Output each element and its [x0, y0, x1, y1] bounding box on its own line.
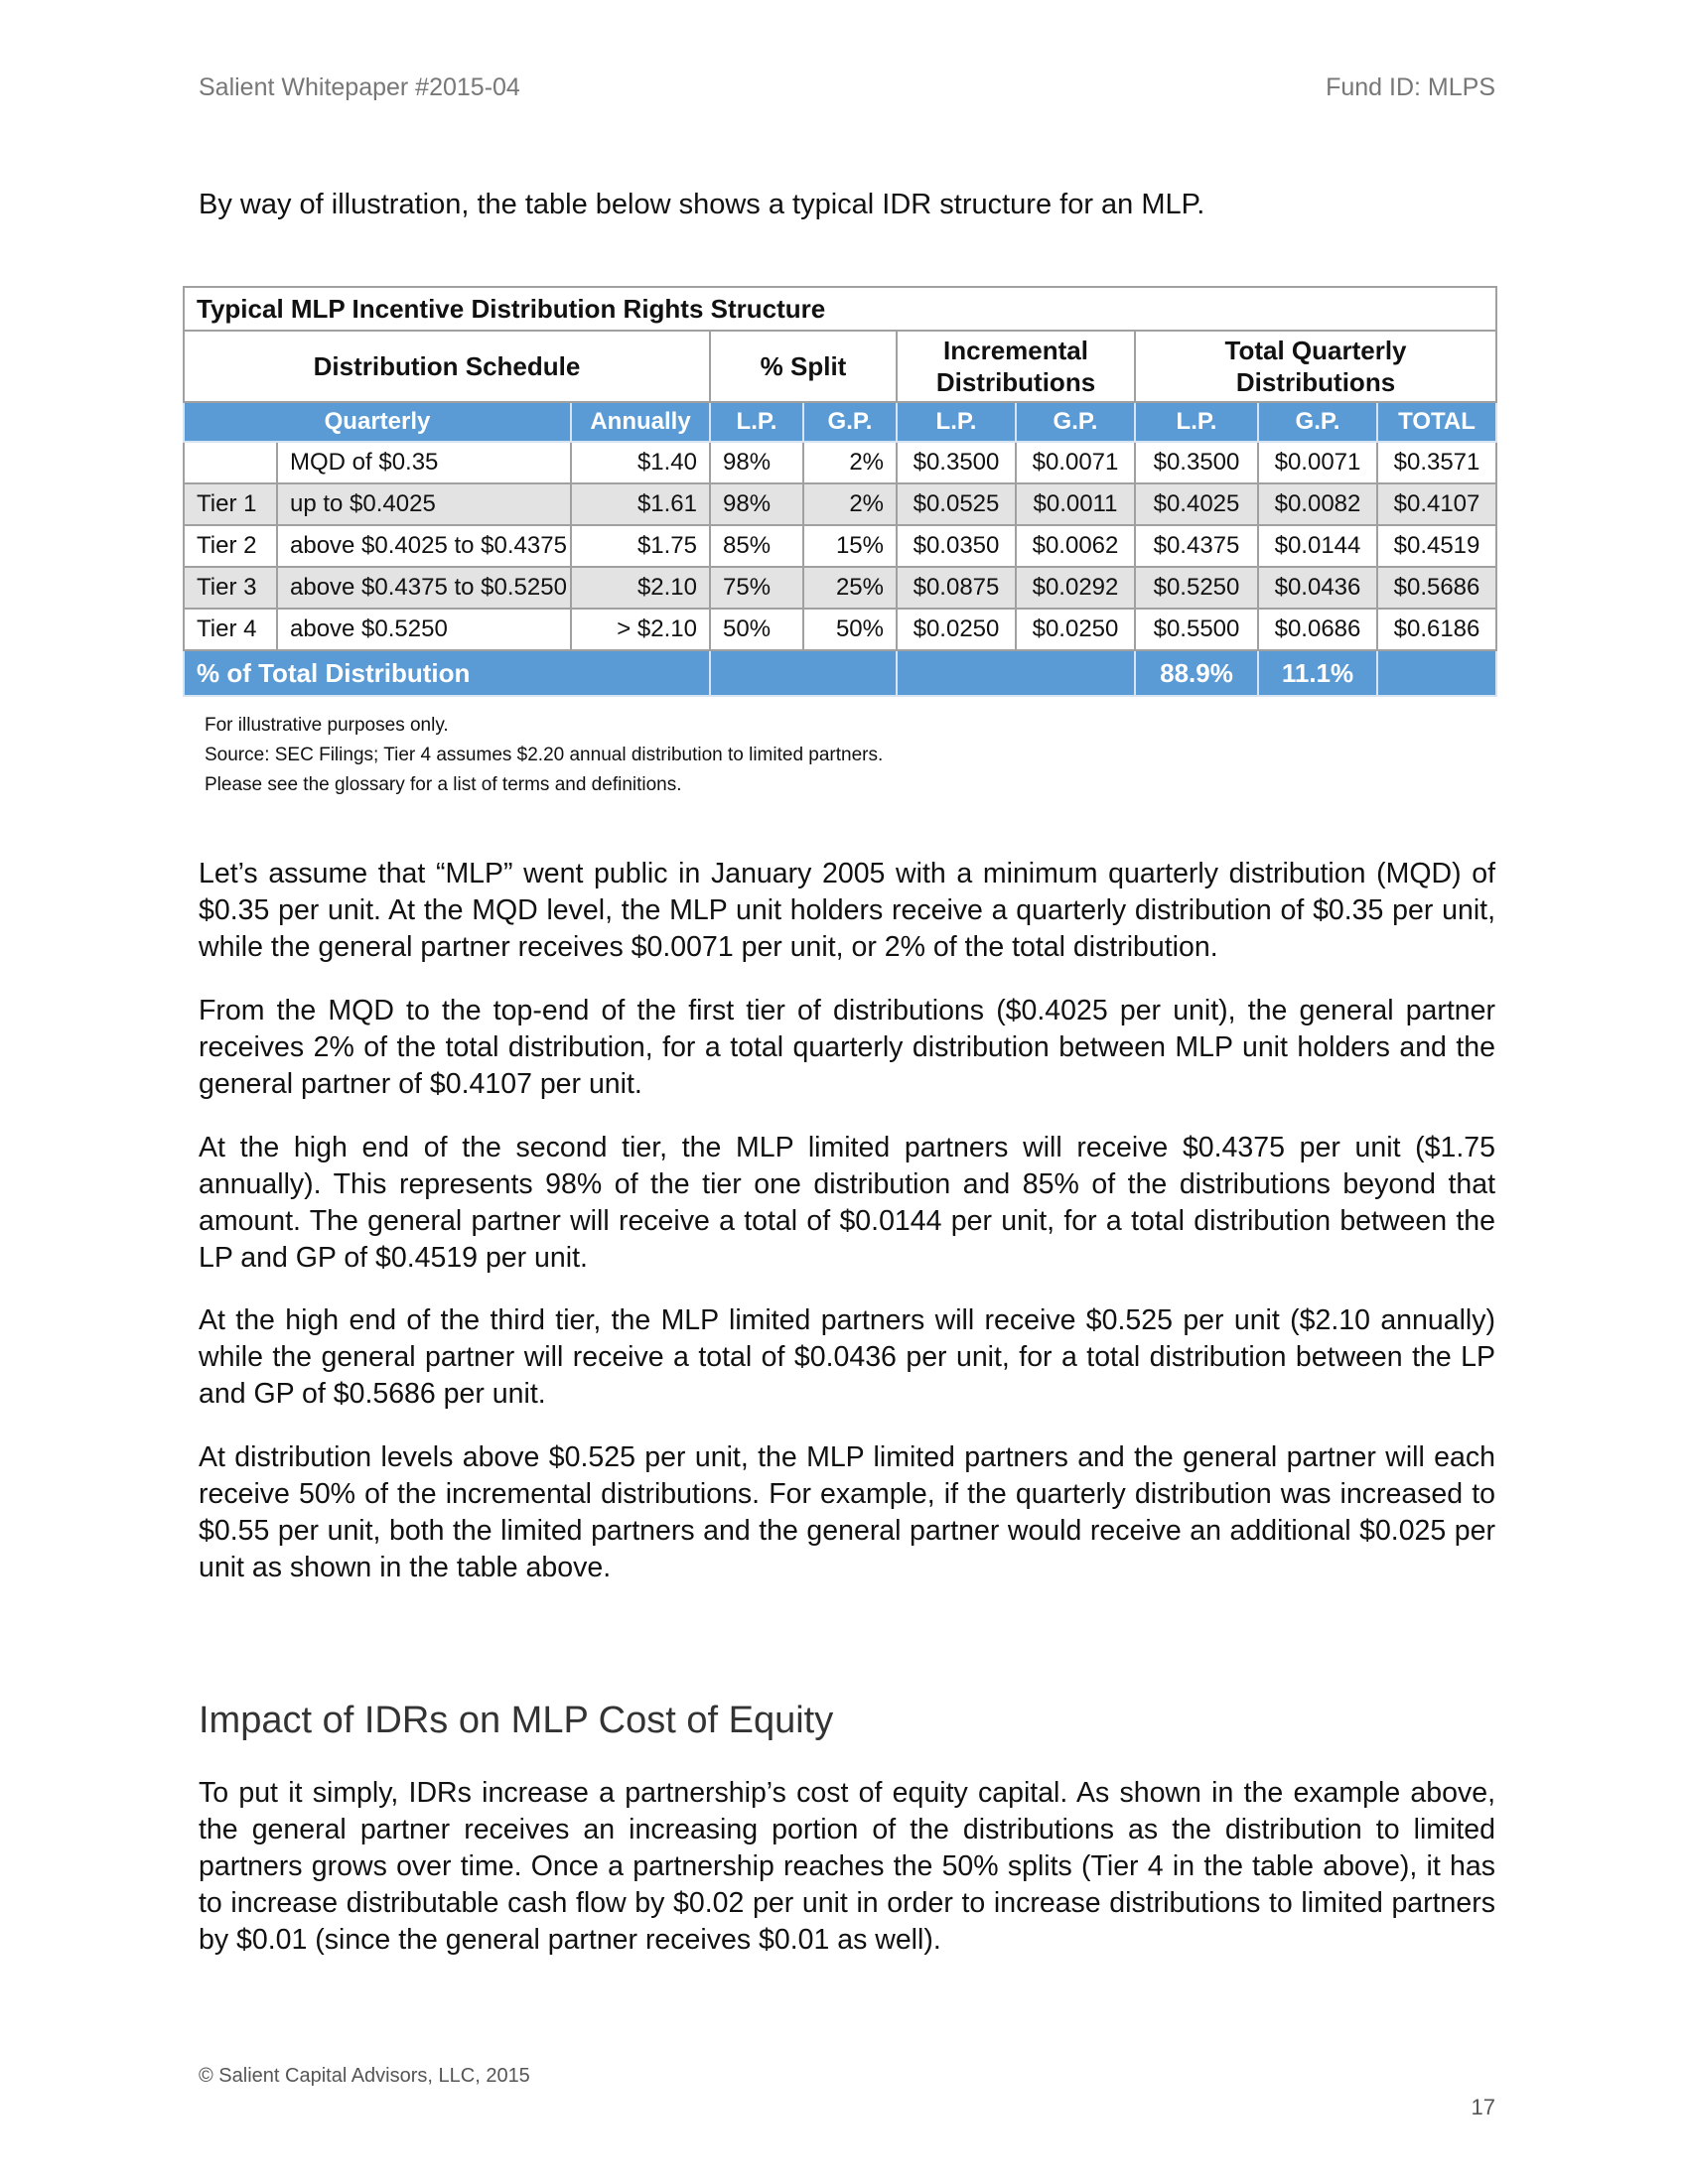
table-row	[184, 567, 1496, 609]
cell: $2.10	[571, 567, 710, 609]
table-row	[184, 442, 1496, 483]
cell: $0.6186	[1377, 609, 1496, 650]
cell: $0.0250	[1016, 609, 1135, 650]
cell: $0.4519	[1377, 525, 1496, 567]
cell: $0.4025	[1135, 483, 1258, 525]
subheader-split-lp: L.P.	[710, 402, 803, 442]
cell: 98%	[710, 483, 803, 525]
subheader-total-gp: G.P.	[1258, 402, 1377, 442]
cell: $0.5500	[1135, 609, 1258, 650]
cell: > $2.10	[571, 609, 710, 650]
cell: 50%	[803, 609, 897, 650]
section-heading: Impact of IDRs on MLP Cost of Equity	[199, 1700, 834, 1741]
cell: $1.75	[571, 525, 710, 567]
cell: $1.40	[571, 442, 710, 483]
page-number: 17	[1471, 2095, 1495, 2119]
cell: $0.0525	[897, 483, 1016, 525]
cell: 25%	[803, 567, 897, 609]
header-right: Fund ID: MLPS	[1326, 73, 1495, 101]
paragraph: From the MQD to the top-end of the first tier of distributions ($0.4025 per unit), the general partner receives 2% of the total distribution, for a total quarterly distribution between MLP unit holders and the general partner of $0.4107 per unit.	[199, 995, 1495, 1100]
cell: $0.0686	[1258, 609, 1377, 650]
cell: above $0.5250	[277, 609, 571, 650]
cell: $0.5250	[1135, 567, 1258, 609]
cell: Tier 1	[184, 483, 277, 525]
cell: Tier 4	[184, 609, 277, 650]
cell: above $0.4375 to $0.5250	[277, 567, 571, 609]
cell: above $0.4025 to $0.4375	[277, 525, 571, 567]
cell: 75%	[710, 567, 803, 609]
group-distribution-schedule: Distribution Schedule	[184, 331, 710, 402]
cell	[184, 442, 277, 483]
cell: $0.0011	[1016, 483, 1135, 525]
paragraph: Let’s assume that “MLP” went public in January 2005 with a minimum quarterly distribution (MQD) of $0.35 per unit. At the MQD level, the MLP unit holders receive a quarterly distribution of $0.35 per unit, while the general partner receives $0.0071 per unit, or 2% of the total distribution.	[199, 858, 1495, 963]
table-row	[184, 609, 1496, 650]
cell: 50%	[710, 609, 803, 650]
cell: $0.3500	[1135, 442, 1258, 483]
note: Source: SEC Filings; Tier 4 assumes $2.20 annual distribution to limited partners.	[205, 745, 884, 765]
cell: $0.3500	[897, 442, 1016, 483]
cell: $0.5686	[1377, 567, 1496, 609]
group-incremental: Incremental Distributions	[897, 331, 1135, 402]
cell: $0.0082	[1258, 483, 1377, 525]
cell: 85%	[710, 525, 803, 567]
cell: 2%	[803, 442, 897, 483]
subheader-annually: Annually	[571, 402, 710, 442]
cell: MQD of $0.35	[277, 442, 571, 483]
cell: Tier 2	[184, 525, 277, 567]
cell	[897, 650, 1135, 696]
cell: $0.0144	[1258, 525, 1377, 567]
cell: 15%	[803, 525, 897, 567]
cell: $0.0071	[1016, 442, 1135, 483]
cell: $0.0350	[897, 525, 1016, 567]
cell: up to $0.4025	[277, 483, 571, 525]
intro-text: By way of illustration, the table below shows a typical IDR structure for an MLP.	[199, 189, 1205, 220]
cell: $1.61	[571, 483, 710, 525]
cell: $0.4375	[1135, 525, 1258, 567]
section-paragraph: To put it simply, IDRs increase a partnership’s cost of equity capital. As shown in the example above, the general partner receives an increasing portion of the distributions as the distribution to limited partners grows over time. Once a partnership reaches the 50% splits (Tier 4 in the table above), it has to increase distributable cash flow by $0.02 per unit in order to increase distributions to limited partners by $0.01 (since the general partner receives $0.01 as well).	[199, 1777, 1495, 1956]
cell	[1377, 650, 1496, 696]
cell	[710, 650, 897, 696]
cell: $0.3571	[1377, 442, 1496, 483]
subheader-incr-gp: G.P.	[1016, 402, 1135, 442]
idr-table	[183, 286, 1495, 697]
note: Please see the glossary for a list of terms and definitions.	[205, 774, 682, 795]
total-row-label: % of Total Distribution	[184, 650, 710, 696]
total-row	[184, 650, 1496, 696]
cell: $0.0875	[897, 567, 1016, 609]
table-notes	[205, 711, 883, 800]
note: For illustrative purposes only.	[205, 715, 449, 736]
cell: 2%	[803, 483, 897, 525]
group-total-quarterly: Total Quarterly Distributions	[1135, 331, 1496, 402]
cell: $0.4107	[1377, 483, 1496, 525]
cell: $0.0062	[1016, 525, 1135, 567]
subheader-incr-lp: L.P.	[897, 402, 1016, 442]
cell: $0.0071	[1258, 442, 1377, 483]
subheader-total: TOTAL	[1377, 402, 1496, 442]
table-title: Typical MLP Incentive Distribution Rights Structure	[184, 287, 1496, 331]
cell: $0.0436	[1258, 567, 1377, 609]
cell: $0.0250	[897, 609, 1016, 650]
subheader-split-gp: G.P.	[803, 402, 897, 442]
cell: 98%	[710, 442, 803, 483]
copyright: © Salient Capital Advisors, LLC, 2015	[199, 2065, 530, 2087]
paragraph: At the high end of the third tier, the MLP limited partners will receive $0.525 per unit ($2.10 annually) while the general partner will receive a total of $0.0436 per unit, for a total distribution between the LP and GP of $0.5686 per unit.	[199, 1304, 1495, 1410]
table-row	[184, 525, 1496, 567]
cell: $0.0292	[1016, 567, 1135, 609]
table-row	[184, 483, 1496, 525]
total-gp-percent: 11.1%	[1258, 650, 1377, 696]
subheader-quarterly: Quarterly	[184, 402, 571, 442]
header-left: Salient Whitepaper #2015-04	[199, 73, 520, 101]
paragraph: At the high end of the second tier, the MLP limited partners will receive $0.4375 per unit ($1.75 annually). This represents 98% of the tier one distribution and 85% of the distributions beyond that amount. The general partner will receive a total of $0.0144 per unit, for a total distribution between the LP and GP of $0.4519 per unit.	[199, 1132, 1495, 1274]
group-split: % Split	[710, 331, 897, 402]
paragraph: At distribution levels above $0.525 per unit, the MLP limited partners and the general partner will each receive 50% of the incremental distributions. For example, if the quarterly distribution was increased to $0.55 per unit, both the limited partners and the general partner would receive an additional $0.025 per unit as shown in the table above.	[199, 1441, 1495, 1583]
cell: Tier 3	[184, 567, 277, 609]
total-lp-percent: 88.9%	[1135, 650, 1258, 696]
subheader-total-lp: L.P.	[1135, 402, 1258, 442]
